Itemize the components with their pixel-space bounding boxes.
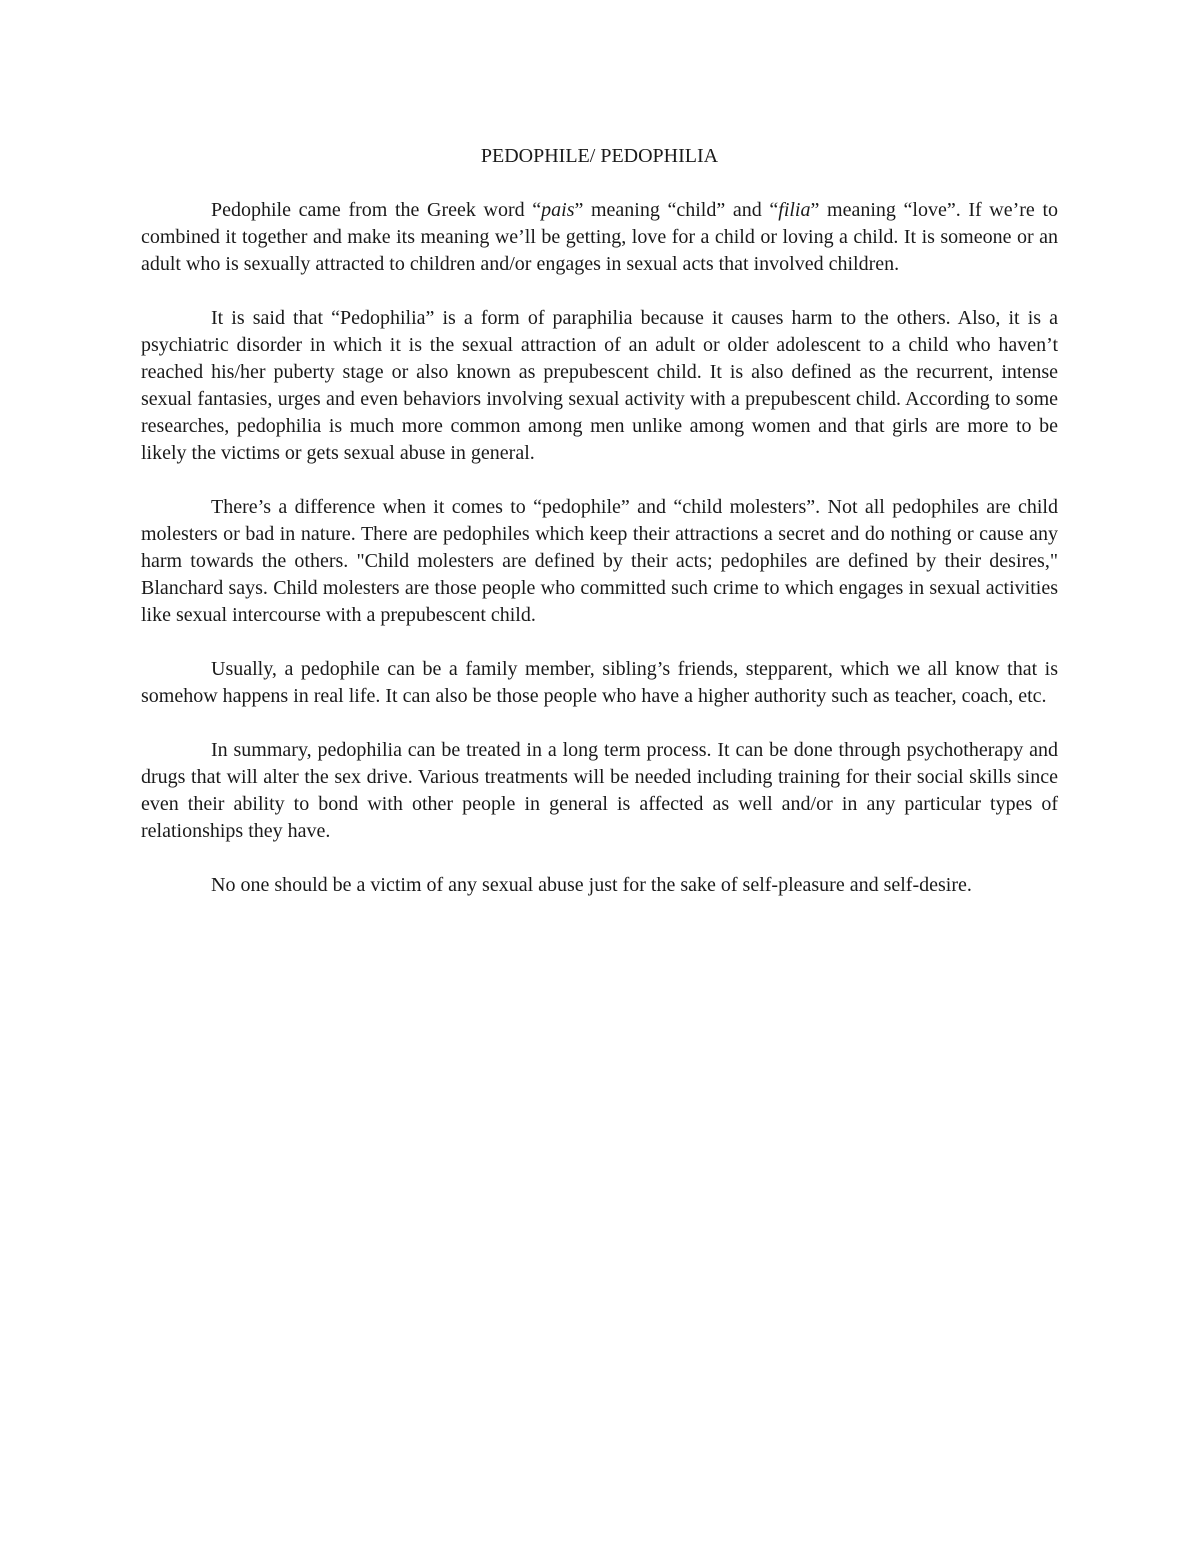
paragraph-conclusion: No one should be a victim of any sexual abuse just for the sake of self-pleasure and self-desire. xyxy=(211,874,972,896)
paragraph-difference: There’s a difference when it comes to “pedophile” and “child molesters”. Not all pedophiles are child molesters or bad in nature. There are pedophiles which keep their attractions a secret and do nothing or cause any harm towards the others. "Child molesters are defined by their acts; pedophiles are defined by their desires," Blanchard says. Child molesters are those people who committed such crime to which engages in sexual activities like sexual intercourse with a prepubescent child. xyxy=(141,496,1058,626)
paragraph-who: Usually, a pedophile can be a family member, sibling’s friends, stepparent, which we all know that is somehow happens in real life. It can also be those people who have a higher authority such as teacher, coach, etc. xyxy=(141,658,1058,707)
p1-text-middle: ” meaning “child” and “ xyxy=(574,199,779,221)
greek-word-pais: pais xyxy=(541,199,575,221)
p1-text-end: ” meaning “love”. If we’re to combined it together and make its meaning we’ll be getting, love for a child or loving a child. It is someone or an adult who is sexually attracted to children and/or engages in sexual acts that involved children. xyxy=(141,199,1058,275)
paragraph-summary: In summary, pedophilia can be treated in a long term process. It can be done through psychotherapy and drugs that will alter the sex drive. Various treatments will be needed including training for their social skills since even their ability to bond with other people in general is affected as well and/or in any particular types of relationships they have. xyxy=(141,739,1058,842)
greek-word-filia: filia xyxy=(778,199,811,221)
p1-text-start: Pedophile came from the Greek word “ xyxy=(211,199,542,221)
document-title: PEDOPHILE/ PEDOPHILIA xyxy=(480,145,719,167)
document-body xyxy=(141,143,1058,926)
paragraph-definition: It is said that “Pedophilia” is a form of paraphilia because it causes harm to the others. Also, it is a psychiatric disorder in which it is the sexual attraction of an adult or older adolescent to a child who haven’t reached his/her puberty stage or also known as prepubescent child. It is also defined as the recurrent, intense sexual fantasies, urges and even behaviors involving sexual activity with a prepubescent child. According to some researches, pedophilia is much more common among men unlike among women and that girls are more to be likely the victims or gets sexual abuse in general. xyxy=(141,307,1058,464)
paragraph-etymology xyxy=(141,197,1058,278)
